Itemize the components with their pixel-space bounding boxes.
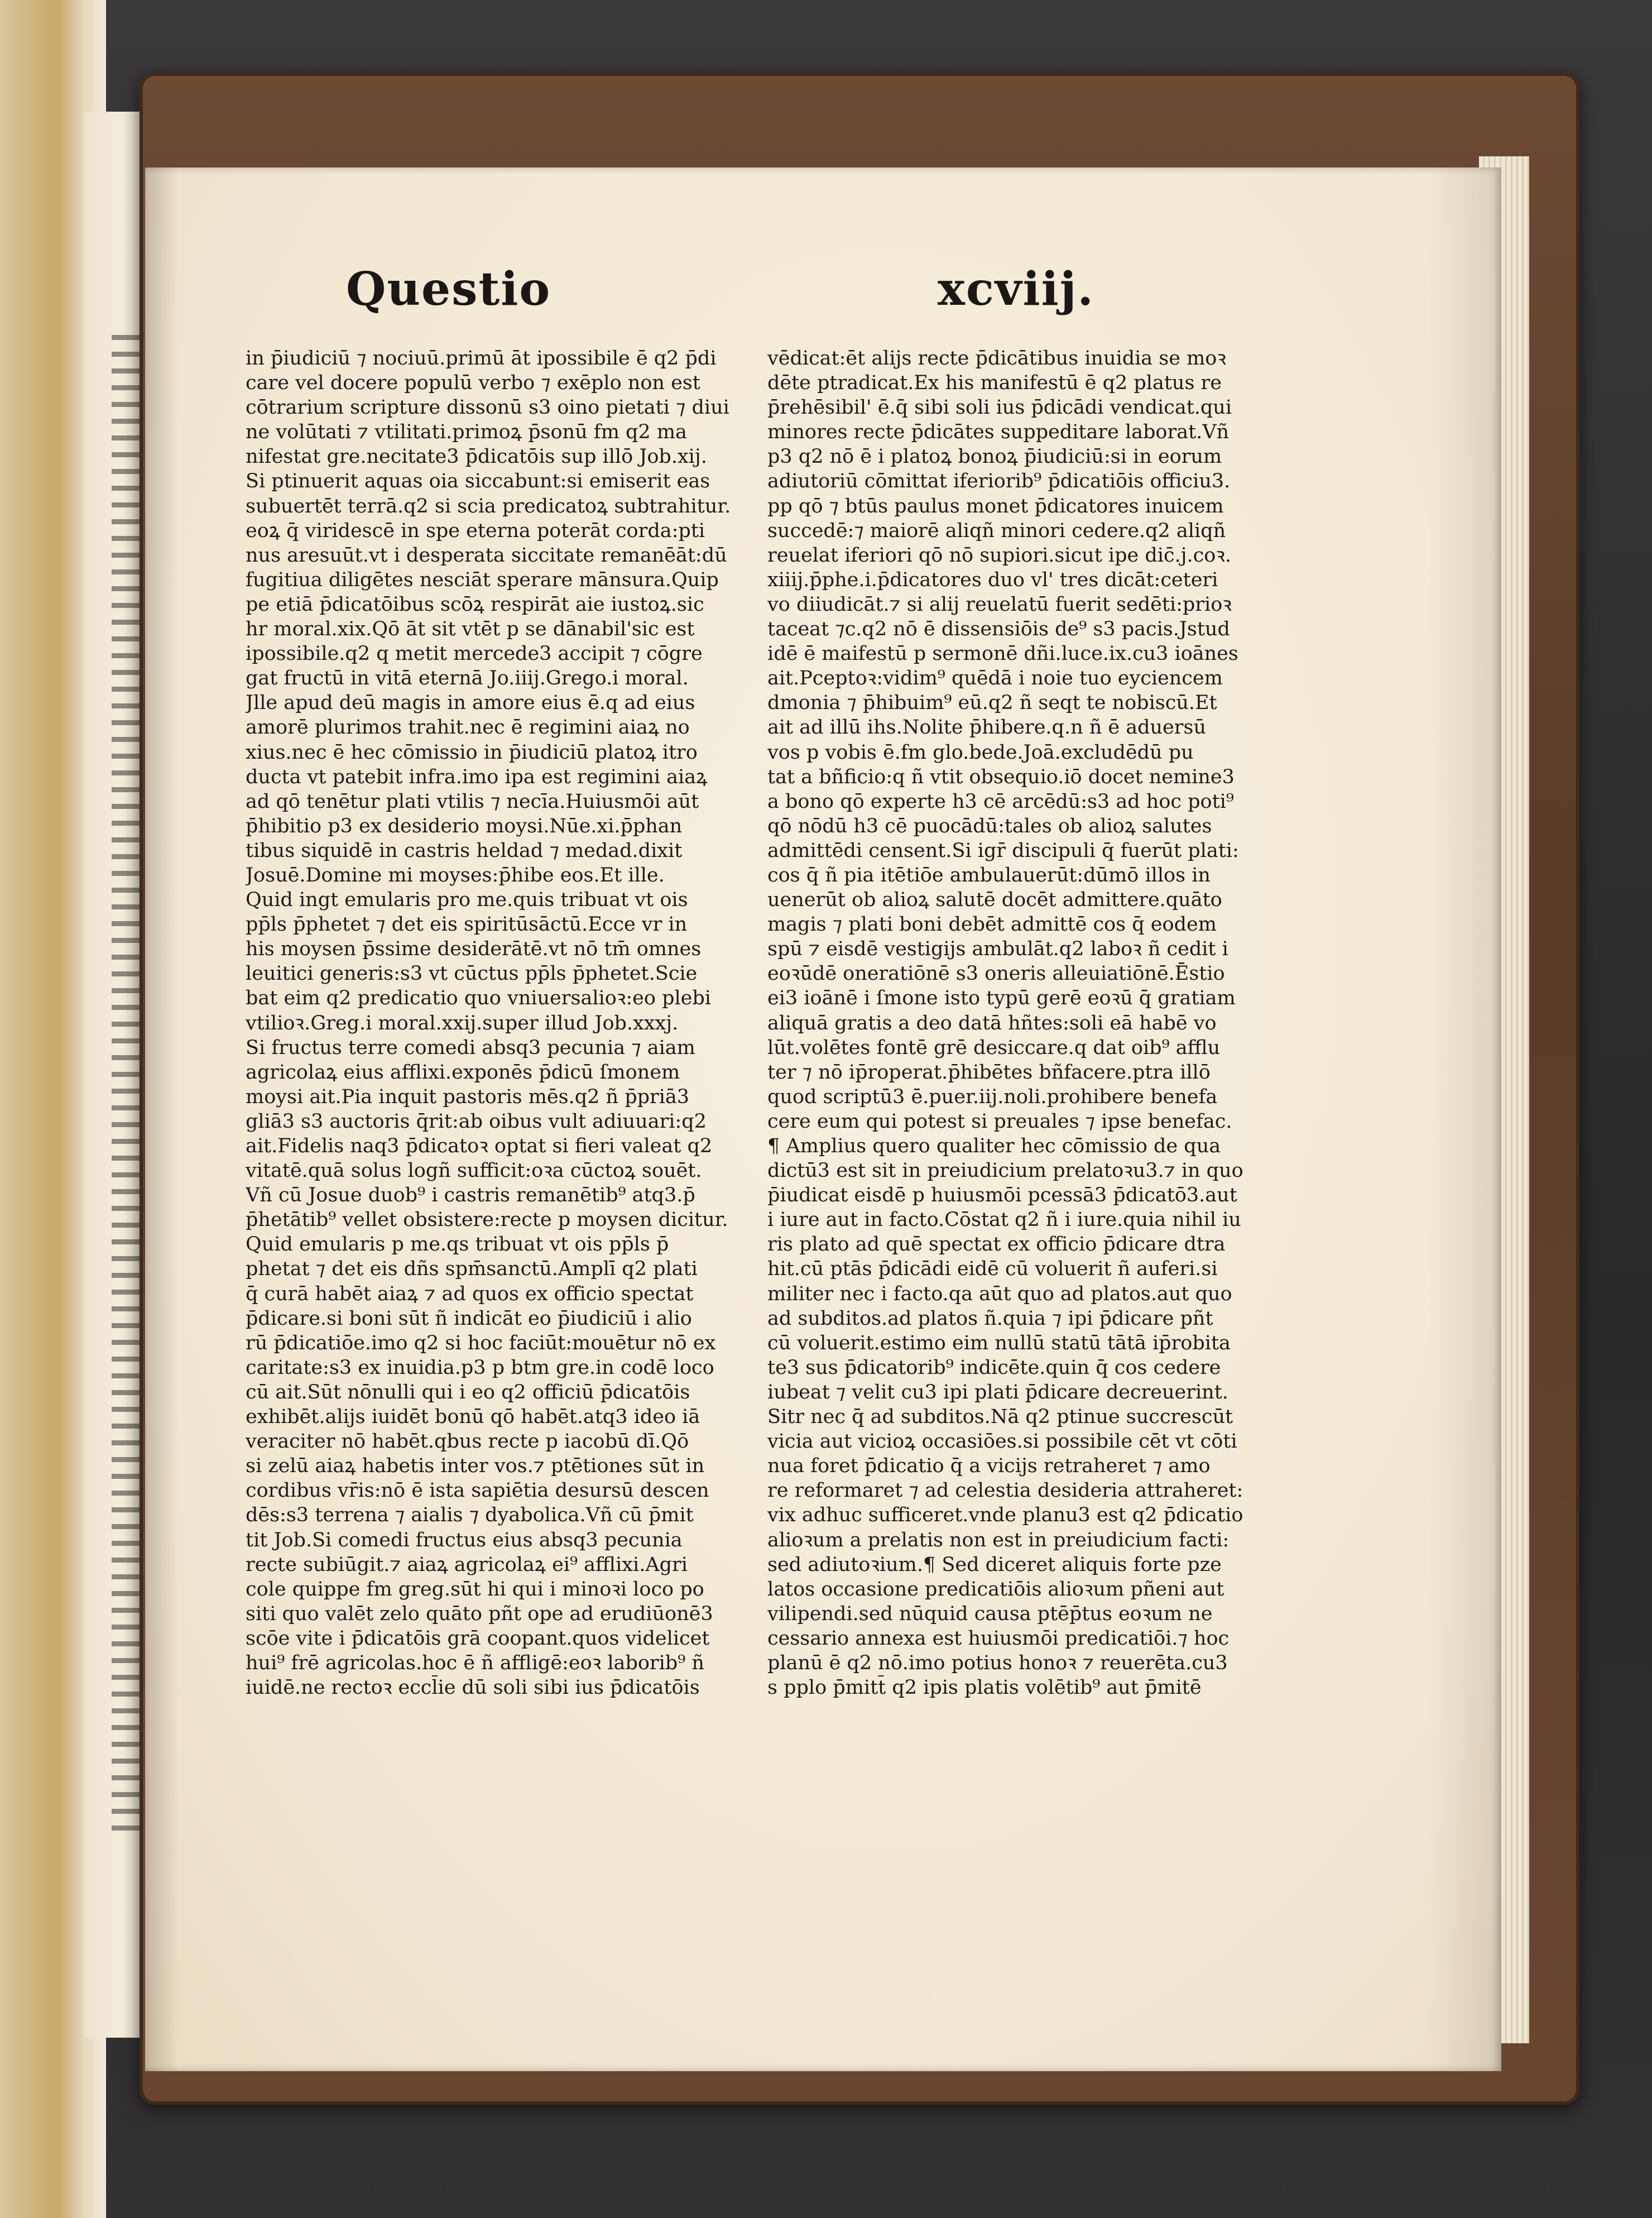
text-line: iubeat ⁊ velit cu3 ipi plati p̄dicare decreuerint.	[767, 1381, 1228, 1403]
text-line: a bono qō experte h3 cē arcēdū:s3 ad hoc poti⁹	[767, 790, 1234, 813]
text-line: veraciter nō habēt.qbus recte p iacobū dī.Qō	[246, 1430, 689, 1453]
text-line: ducta vt patebit infra.imo ipa est regimini aiaꝝ	[246, 765, 708, 788]
text-line: vitatē.quā solus logñ sufficit:oꝛa cūctoꝝ souēt.	[246, 1160, 702, 1182]
text-line: quod scriptū3 ē.puer.iij.noli.prohibere benefa	[767, 1085, 1218, 1108]
text-line: cole quippe fm greg.sūt hi qui i minoꝛi loco po	[246, 1578, 704, 1601]
text-line: admittēdi censent.Si igr̄ discipuli q̄ fuerūt plati:	[767, 839, 1239, 862]
text-line: subuertēt terrā.q2 si scia predicatoꝝ subtrahitur.	[246, 495, 731, 518]
text-line: hit.cū ptās p̄dicādi eidē cū voluerit ñ auferi.si	[767, 1258, 1218, 1281]
running-head-left: Questio	[346, 262, 551, 316]
text-line: ait.Fidelis naq3 p̄dicatoꝛ optat si fieri valeat q2	[246, 1135, 713, 1157]
text-line: qō nōdū h3 cē puocādū:tales ob alioꝝ salutes	[767, 815, 1212, 837]
text-column-left	[246, 346, 742, 1700]
text-line: spū ⁊ eisdē vestigijs ambulāt.q2 laboꝛ ñ cedit i	[767, 938, 1228, 961]
text-line: minores recte p̄dicātes suppeditare laborat.Vñ	[767, 421, 1230, 444]
text-line: bat eim q2 predicatio quo vniuersalioꝛ:eo plebi	[246, 987, 711, 1010]
text-line: cos q̄ ñ pia itētiōe ambulauerūt:dūmō illos in	[767, 864, 1211, 887]
text-line: vicia aut vicioꝝ occasiōes.si possibile cēt vt cōti	[767, 1430, 1237, 1453]
text-line: nua foret p̄dicatio q̄ a vicijs retraheret ⁊ amo	[767, 1455, 1211, 1478]
text-line: Sitr nec q̄ ad subditos.Nā q2 ptinue succrescūt	[767, 1406, 1233, 1429]
text-line: cū ait.Sūt nōnulli qui i eo q2 officiū p̄dicatōis	[246, 1381, 690, 1403]
text-line: p̄rehēsibil' ē.q̄ sibi soli ius p̄dicādi vendicat.qui	[767, 396, 1232, 419]
gutter-shadow	[145, 167, 179, 2071]
text-line: sed adiutoꝛium.¶ Sed diceret aliquis forte pze	[767, 1553, 1222, 1576]
text-line: tit Job.Si comedi fructus eius absq3 pecunia	[246, 1529, 683, 1551]
text-line: eoꝝ q̄ viridescē in spe eterna poterāt corda:pti	[246, 519, 705, 542]
text-line: Josuē.Domine mi moyses:p̄hibe eos.Et ille.	[246, 864, 665, 887]
text-line: pp qō ⁊ btūs paulus monet p̄dicatores inuicem	[767, 495, 1224, 518]
text-line: recte subiūgit.⁊ aiaꝝ agricolaꝝ ei⁹ afflixi.Agri	[246, 1553, 688, 1576]
text-line: phetat ⁊ det eis dñs spm̄sanctū.Amplī q2 plati	[246, 1258, 698, 1281]
text-line: vēdicat:ēt alijs recte p̄dicātibus inuidia se moꝛ	[767, 347, 1226, 370]
text-line: p̄hibitio p3 ex desiderio moysi.Nūe.xi.p̄phan	[246, 815, 683, 837]
text-line: magis ⁊ plati boni debēt admittē cos q̄ eodem	[767, 913, 1217, 936]
text-line: nifestat gre.necitate3 p̄dicatōis sup illō Job.xij.	[246, 445, 707, 468]
text-line: ne volūtati ⁊ vtilitati.primoꝝ p̄sonū fm q2 ma	[246, 421, 687, 444]
text-line: adiutoriū cōmittat iferiorib⁹ p̄dicatiōis officiu3.	[767, 470, 1231, 493]
text-line: p̄iudicat eisdē p huiusmōi pcessā3 p̄dicatō3.aut	[767, 1184, 1237, 1207]
text-line: cū voluerit.estimo eim nullū statū tātā ip̄robita	[767, 1331, 1231, 1354]
text-line: cordibus vr̄is:nō ē ista sapiētia desursū descen	[246, 1479, 709, 1502]
page-edge-shadow	[1429, 167, 1501, 2071]
text-line: lūt.volētes fontē grē desiccare.q dat oib⁹ afflu	[767, 1036, 1221, 1059]
text-line: i iure aut in facto.Cōstat q2 ñ i iure.quia nihil iu	[767, 1209, 1241, 1232]
text-line: si zelū aiaꝝ habetis inter vos.⁊ ptētiones sūt in	[246, 1455, 705, 1478]
text-line: pp̄ls p̄phetet ⁊ det eis spiritūsāctū.Ecce vr in	[246, 913, 688, 936]
text-line: ter ⁊ nō ip̄roperat.p̄hibētes bñfacere.ptra illō	[767, 1061, 1211, 1084]
text-line: vos p vobis ē.fm glo.bede.Joā.excludēdū pu	[767, 741, 1194, 764]
text-line: iuidē.ne rectoꝛ eccl̄ie dū soli sibi ius p̄dicatōis	[246, 1676, 700, 1699]
text-line: vo diiudicāt.⁊ si alij reuelatū fuerit sedēti:prioꝛ	[767, 593, 1232, 616]
text-line: care vel docere populū verbo ⁊ exēplo non est	[246, 372, 700, 395]
text-line: exhibēt.alijs iuidēt bonū qō habēt.atq3 ideo iā	[246, 1406, 700, 1429]
text-line: ad subditos.ad platos ñ.quia ⁊ ipi p̄dicare pñt	[767, 1307, 1213, 1330]
text-line: leuitici generis:s3 vt cūctus pp̄ls p̄phetet.Scie	[246, 962, 698, 985]
text-line: alioꝛum a prelatis non est in preiudicium facti:	[767, 1529, 1230, 1551]
text-line: reuelat iferiori qō nō supiori.sicut ipe dic̄.j.coꝛ.	[767, 544, 1232, 567]
text-line: xiiij.p̄phe.i.p̄dicatores duo vl' tres dicāt:ceteri	[767, 568, 1218, 591]
text-line: tat a bñficio:q ñ vtit obsequio.iō docet nemine3	[767, 765, 1235, 788]
text-line: militer nec i facto.qa aūt quo ad platos.aut quo	[767, 1282, 1232, 1305]
text-line: Quid emularis p me.qs tribuat vt ois pp̄ls p̄	[246, 1233, 669, 1256]
text-line: latos occasione predicatiōis alioꝛum pñeni aut	[767, 1578, 1224, 1601]
text-line: hr moral.xix.Qō āt sit vtēt p se dānabil'sic est	[246, 618, 695, 641]
text-line: uenerūt ob alioꝝ salutē docēt admittere.quāto	[767, 889, 1222, 912]
text-line: gliā3 s3 auctoris q̄rit:ab oibus vult adiuuari:q2	[246, 1110, 707, 1133]
text-line: te3 sus p̄dicatorib⁹ indicēte.quin q̄ cos cedere	[767, 1356, 1221, 1379]
text-line: in p̄iudiciū ⁊ nociuū.primū āt ipossibile ē q2 p̄di	[246, 347, 717, 370]
text-line: p3 q2 nō ē i platoꝝ bonoꝝ p̄iudiciū:si in eorum	[767, 445, 1222, 468]
text-line: aliquā gratis a deo datā hñtes:soli eā habē vo	[767, 1012, 1217, 1034]
text-line: taceat ⁊c.q2 nō ē dissensiōis de⁹ s3 pacis.Jstud	[767, 618, 1230, 641]
text-line: vtilioꝛ.Greg.i moral.xxij.super illud Job.xxxj.	[246, 1012, 679, 1034]
running-head-right: xcviij.	[938, 262, 1094, 316]
text-line: dmonia ⁊ p̄hibuim⁹ eū.q2 ñ seqt te nobiscū.Et	[767, 692, 1217, 715]
text-line: dictū3 est sit in preiudicium prelatoꝛu3.⁊ in quo	[767, 1160, 1243, 1182]
text-line: tibus siquidē in castris heldad ⁊ medad.dixit	[246, 839, 683, 862]
text-line: moysi ait.Pia inquit pastoris mēs.q2 ñ p̄priā3	[246, 1085, 690, 1108]
text-line: agricolaꝝ eius afflixi.exponēs p̄dicū ſmonem	[246, 1061, 680, 1084]
text-line: Vñ cū Josue duob⁹ i castris remanētib⁹ atq3.p̄	[246, 1184, 695, 1207]
running-head	[346, 262, 1351, 335]
text-line: dēs:s3 terrena ⁊ aialis ⁊ dyabolica.Vñ cū p̄mit	[246, 1504, 694, 1527]
text-line: pe etiā p̄dicatōibus scōꝝ respirāt aie iustoꝝ.sic	[246, 593, 704, 616]
text-line: amorē plurimos trahit.nec ē regimini aiaꝝ no	[246, 716, 690, 739]
text-line: fugitiua diligētes nesciāt sperare mānsura.Quip	[246, 568, 719, 591]
text-line: s pplo p̄mitt̄ q2 ipis platis volētib⁹ aut p̄mitē	[767, 1676, 1202, 1699]
text-line: p̄hetātib⁹ vellet obsistere:recte p moysen dicitur.	[246, 1209, 728, 1232]
text-line: Si ptinuerit aquas oia siccabunt:si emiserit eas	[246, 470, 710, 493]
text-line: eoꝛūdē oneratiōnē s3 oneris alleuiatiōnē.Ēstio	[767, 962, 1225, 985]
text-column-right	[767, 346, 1270, 1700]
text-line: cere eum qui potest si preuales ⁊ ipse benefac.	[767, 1110, 1232, 1133]
text-line: q̄ curā habēt aiaꝝ ⁊ ad quos ex officio spectat	[246, 1282, 694, 1305]
text-line: re reformaret ⁊ ad celestia desideria attraheret:	[767, 1479, 1243, 1502]
text-line: ad qō tenētur plati vtilis ⁊ necīa.Huiusmōi aūt	[246, 790, 699, 813]
text-line: vilipendi.sed nūquid causa ptēp̄tus eoꝛum ne	[767, 1602, 1213, 1625]
text-line: ait.Pceptoꝛ:vidim⁹ quēdā i noie tuo eyciencem	[767, 667, 1223, 690]
text-line: caritate:s3 ex inuidia.p3 p btm gre.in codē loco	[246, 1356, 714, 1379]
text-line: p̄dicare.si boni sūt ñ indicāt eo p̄iudiciū i alio	[246, 1307, 692, 1330]
text-line: vix adhuc sufficeret.vnde planu3 est q2 p̄dicatio	[767, 1504, 1243, 1527]
text-line: xius.nec ē hec cōmissio in p̄iudiciū platoꝝ itro	[246, 741, 698, 764]
text-line: ipossibile.q2 q metit mercede3 accipit ⁊ cōgre	[246, 643, 703, 665]
text-line: his moysen p̄ssime desiderātē.vt nō tm̄ omnes	[246, 938, 702, 961]
text-line: Si fructus terre comedi absq3 pecunia ⁊ aiam	[246, 1036, 695, 1059]
text-line: planū ē q2 nō.imo potius honoꝛ ⁊ reuerēta.cu3	[767, 1651, 1228, 1674]
text-line: cōtrarium scripture dissonū s3 oino pietati ⁊ diui	[246, 396, 729, 419]
text-line: dēte ptradicat.Ex his manifestū ē q2 platus re	[767, 372, 1222, 395]
text-line: idē ē maifestū p sermonē dñi.luce.ix.cu3 ioānes	[767, 643, 1238, 665]
text-line: ris plato ad quē spectat ex officio p̄dicare dtra	[767, 1233, 1226, 1256]
text-line: ¶ Amplius quero qualiter hec cōmissio de qua	[767, 1135, 1221, 1157]
text-line: ei3 ioānē i ſmone isto typū gerē eoꝛū q̄ gratiam	[767, 987, 1236, 1010]
text-line: hui⁹ frē agricolas.hoc ē ñ affligē:eoꝛ laborib⁹ ñ	[246, 1651, 704, 1674]
text-line: siti quo valēt zelo quāto pñt ope ad erudiūonē3	[246, 1602, 713, 1625]
text-line: succedē:⁊ maiorē aliqñ minori cedere.q2 aliqñ	[767, 519, 1226, 542]
text-line: scōe vite i p̄dicatōis grā coopant.quos videlicet	[246, 1627, 710, 1650]
text-line: rū p̄dicatiōe.imo q2 si hoc faciūt:mouētur nō ex	[246, 1331, 716, 1354]
text-line: nus aresuūt.vt i desperata siccitate remanēāt:dū	[246, 544, 727, 567]
text-line: cessario annexa est huiusmōi predicatiōi.⁊ hoc	[767, 1627, 1230, 1650]
text-line: Jlle apud deū magis in amore eius ē.q ad eius	[246, 692, 695, 715]
text-line: gat fructū in vitā eternā Jo.iiij.Grego.i moral.	[246, 667, 689, 690]
text-line: Quid ingt emularis pro me.quis tribuat vt ois	[246, 889, 688, 912]
text-line: ait ad illū ihs.Nolite p̄hibere.q.n ñ ē aduersū	[767, 716, 1206, 739]
